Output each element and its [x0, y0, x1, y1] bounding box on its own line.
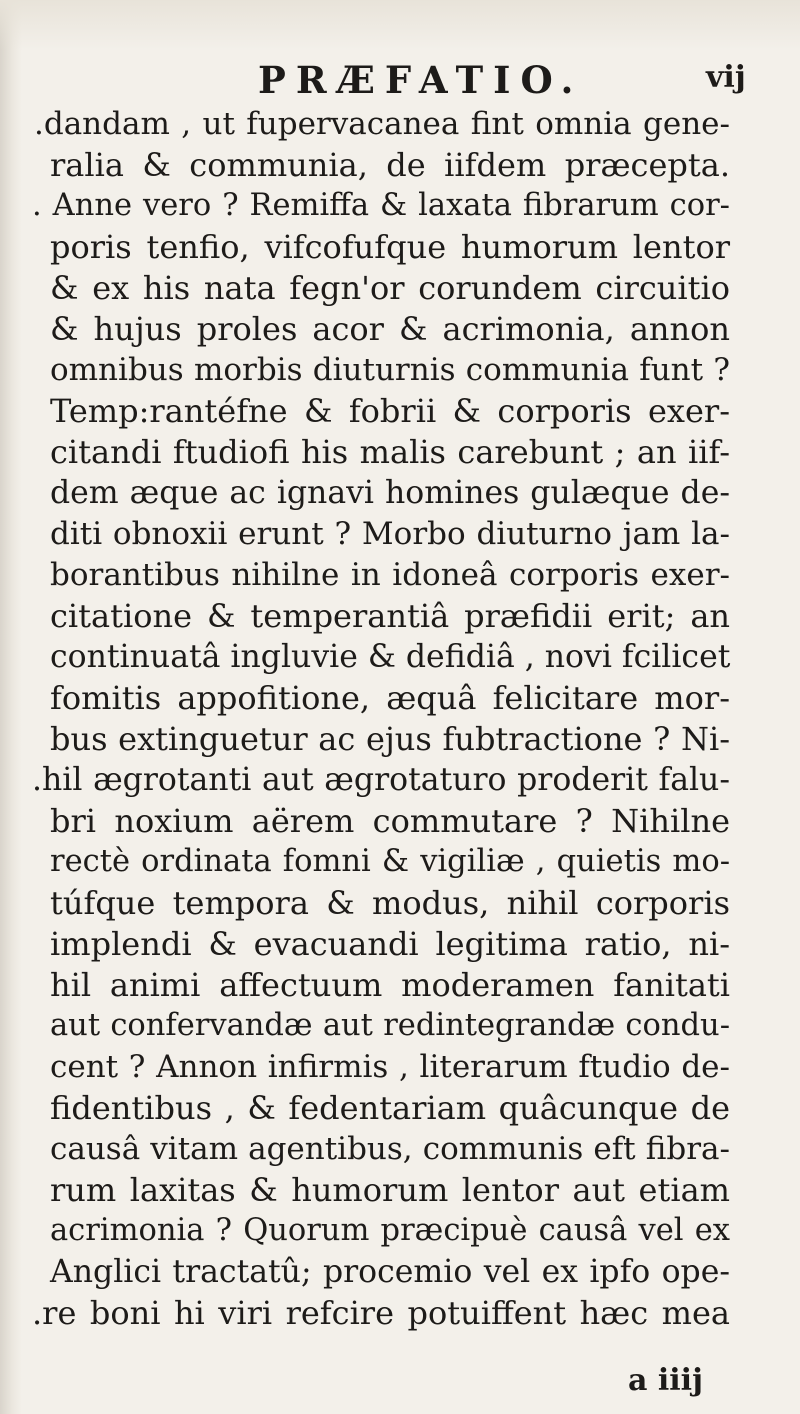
text-line: dem æque ac ignavi homines gulæque de- — [50, 475, 730, 511]
text-line: implendi & evacuandi legitima ratio, ni- — [50, 925, 730, 963]
running-head: PRÆFATIO. — [258, 58, 584, 102]
text-line: & ex his nata fegn'or corundem circuitio — [50, 269, 730, 307]
text-line: poris tenfio, vifcofufque humorum lentor — [50, 228, 730, 266]
text-line: citatione & temperantiâ præfidii erit; an — [50, 597, 730, 635]
page-number: vij — [706, 60, 746, 95]
page-header — [0, 58, 800, 102]
text-line: borantibus nihilne in idoneâ corporis exer- — [50, 557, 730, 593]
text-line: causâ vitam agentibus, communis eft fibra- — [50, 1131, 730, 1167]
text-line: túfque tempora & modus, nihil corporis — [50, 884, 730, 922]
text-line: & hujus proles acor & acrimonia, annon — [50, 310, 730, 348]
text-line: .hil ægrotanti aut ægrotaturo proderit falu- — [32, 762, 730, 798]
top-edge-shadow — [0, 0, 800, 50]
text-line: omnibus morbis diuturnis communia funt ? — [50, 352, 730, 388]
text-line: diti obnoxii erunt ? Morbo diuturno jam la- — [50, 516, 730, 552]
text-line: fomitis appofitione, æquâ felicitare mor- — [50, 679, 730, 717]
text-line: .dandam , ut fupervacanea fint omnia gene- — [34, 106, 730, 142]
text-line: aut confervandæ aut redintegrandæ condu- — [50, 1008, 730, 1043]
text-line: .re boni hi viri refcire potuiffent hæc mea — [32, 1294, 730, 1332]
text-line: hil animi affectuum moderamen fanitati — [50, 966, 730, 1004]
text-line: rum laxitas & humorum lentor aut etiam — [50, 1171, 730, 1209]
text-line: acrimonia ? Quorum præcipuè causâ vel ex — [50, 1213, 730, 1248]
text-line: cent ? Annon infirmis , literarum ftudio de- — [50, 1049, 730, 1085]
text-line: fidentibus , & fedentariam quâcunque de — [50, 1089, 730, 1127]
text-line: . Anne vero ? Remiffa & laxata fibrarum cor- — [32, 188, 730, 223]
text-line: ralia & communia, de iifdem præcepta. — [50, 146, 730, 184]
page-edge-shadow — [0, 0, 22, 1414]
text-line: rectè ordinata fomni & vigiliæ , quietis mo- — [50, 844, 730, 879]
text-line: Anglici tractatû; procemio vel ex ipfo ope- — [50, 1254, 730, 1290]
text-line: Temp:rantéfne & fobrii & corporis exer- — [50, 392, 730, 430]
signature-mark: a iiij — [628, 1363, 703, 1398]
text-line: bri noxium aërem commutare ? Nihilne — [50, 802, 730, 840]
text-line: citandi ftudiofi his malis carebunt ; an iif- — [50, 433, 730, 471]
text-line: bus extinguetur ac ejus fubtractione ? Ni- — [50, 720, 730, 758]
text-line: continuatâ ingluvie & defidiâ , novi fcilicet — [50, 639, 731, 675]
